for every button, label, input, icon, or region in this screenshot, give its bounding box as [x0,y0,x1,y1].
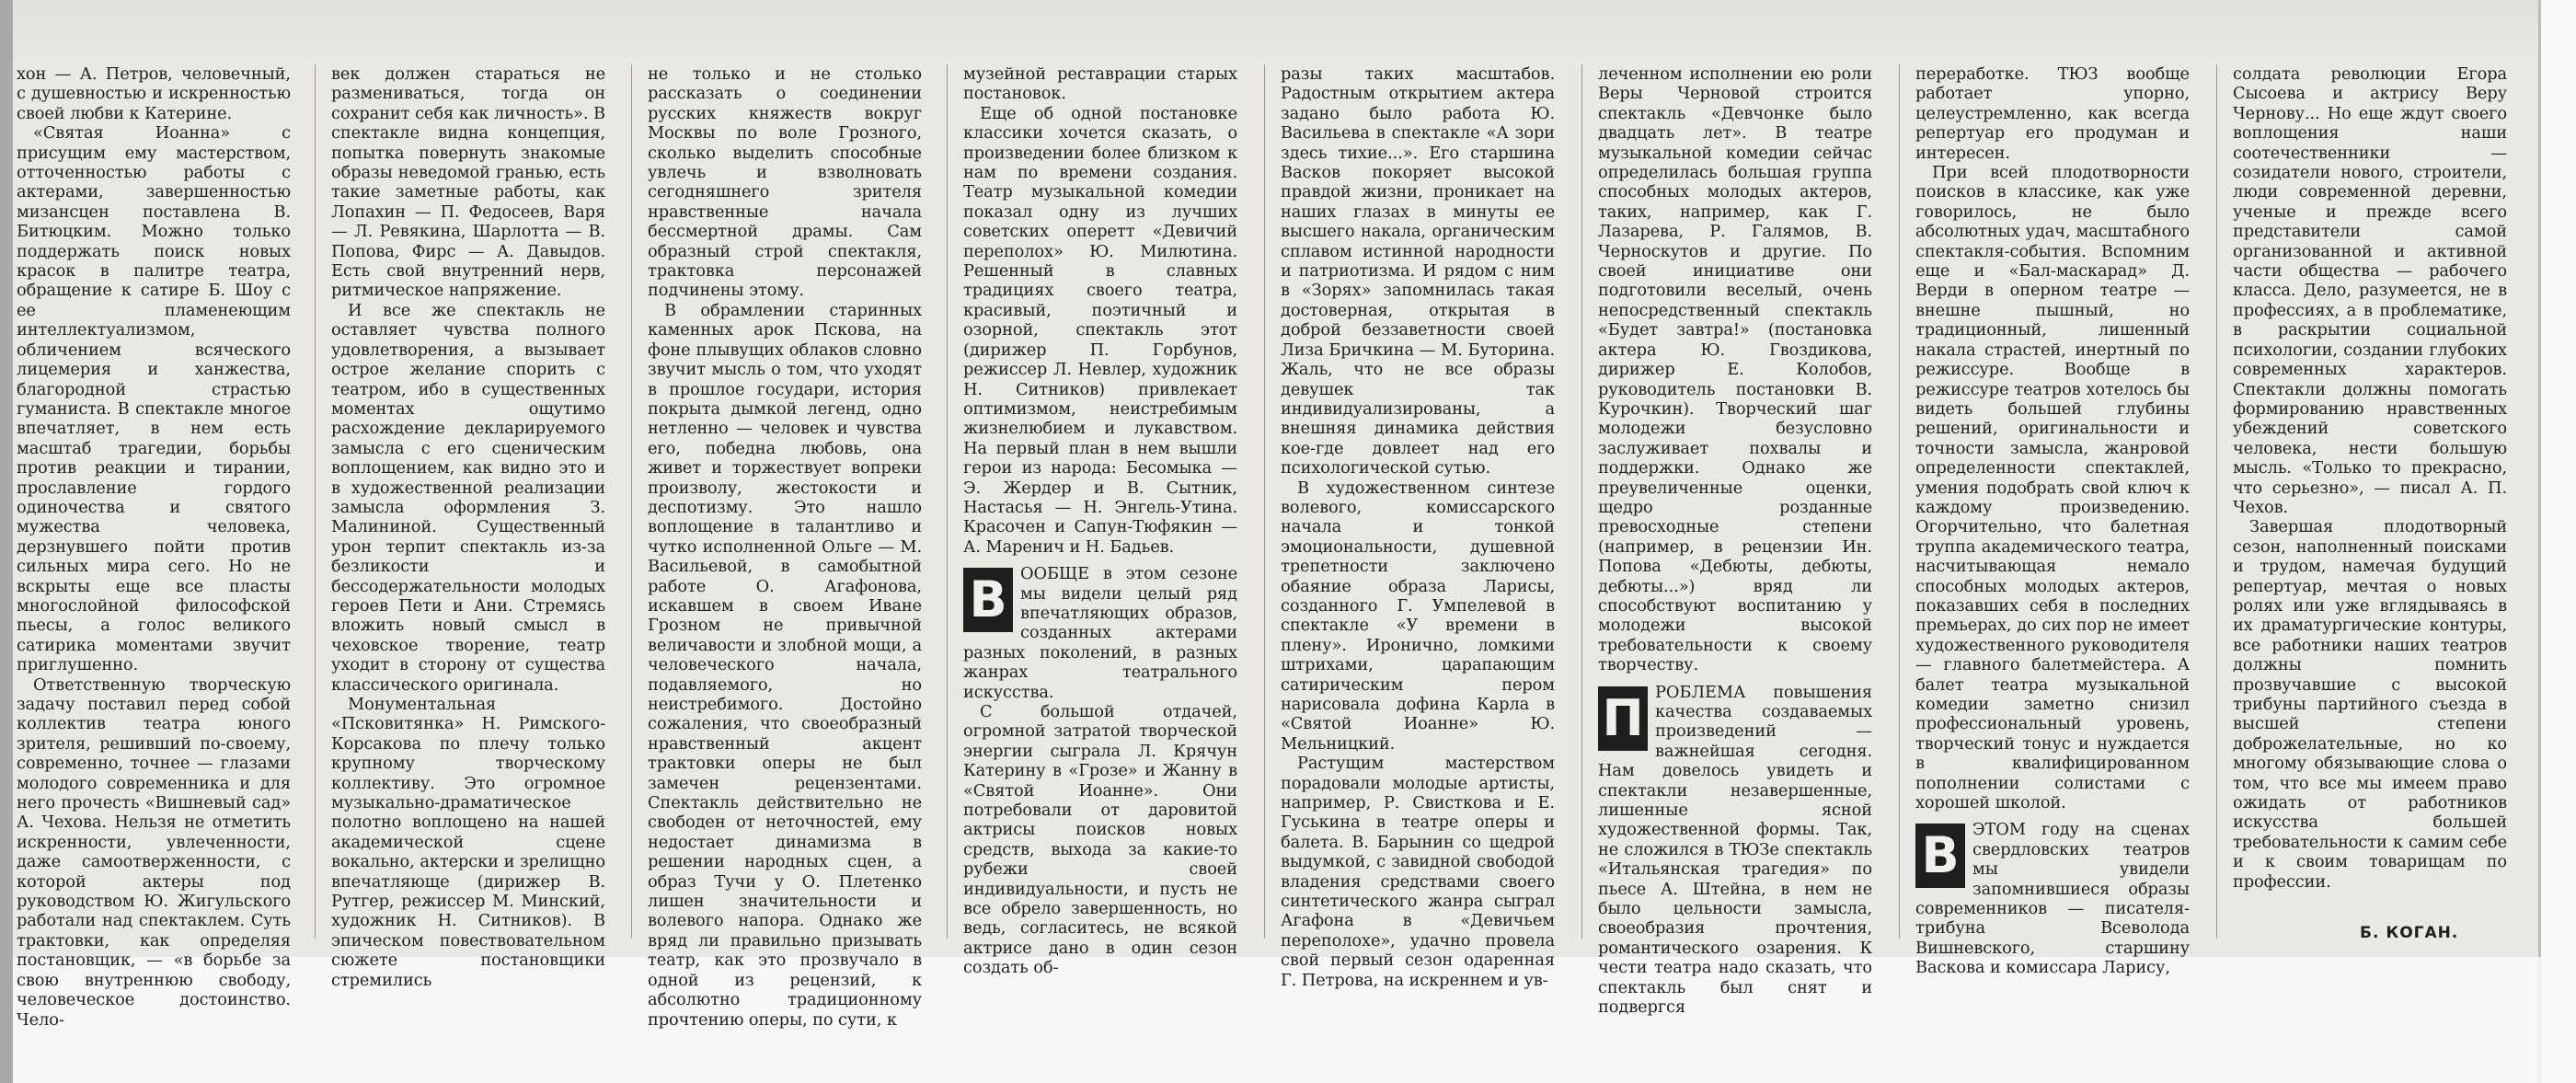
article-column-1 [17,64,291,1030]
article-column-6 [1598,64,1872,1018]
article-column-8 [2233,64,2507,943]
article-paragraph [1281,64,1555,478]
article-column-7 [1915,64,2190,978]
paragraph-text: музейной реставрации старых постановок. [963,64,1237,104]
column-divider [1899,64,1900,939]
column-divider [1264,64,1265,939]
column-divider [947,64,948,939]
drop-cap-letter: В [963,568,1013,632]
article-paragraph [1281,478,1555,755]
article-column-4 [963,64,1237,978]
scan-right-edge [2541,0,2576,1083]
paragraph-text: Монументальная «Псковитянка» Н. Римского-Корсакова по плечу только крупному творческому коллективу. Это огромное музыкально-драматическое полотно воплощено на нашей академической сцене вокально, актерски и зрелищно впечатляюще (дирижер В. Рутгер, режиссер М. Минский, художник Н. Ситников). В эпическом повествовательном сюжете постановщики стремились [331,695,605,990]
paragraph-text: ЭТОМ году на сценах свердловских театров мы увидели запомнившиеся образы современников — писателя-трибуна Всеволода Вишневского, старшину Васкова и комиссара Ларису, [1915,820,2190,978]
article-column-3 [648,64,922,1030]
paragraph-text: солдата революции Егора Сысоева и актрису Веру Чернову... Но еще ждут своего воплощения наши соотечественники — созидатели нового, строители, люди современной деревни, ученые и прежде всего представители самой организованной и активной части общества — рабочего класса. Дело, разумеется, не в профессиях, а в проблематике, в раскрытии социальной психологии, создании глубоких современных характеров. Спектакли должны помогать формированию нравственных убеждений советского человека, нести большую мысль. «Только то прекрасно, что серьезно», — писал А. П. Чехов. [2233,64,2507,517]
column-divider [315,64,316,939]
article-paragraph [2233,64,2507,517]
article-paragraph [17,675,291,1030]
paragraph-text: век должен стараться не размениваться, тогда он сохранит себя как личность». В спектакле видна концепция, попытка повернуть знакомые образы неведомой гранью, есть такие заметные работы, как Лопахин — П. Федосеев, Варя — Л. Ревякина, Шарлотта — В. Попова, Фирс — А. Давыдов. Есть свой внутренний нерв, ритмическое напряжение. [331,64,605,301]
article-paragraph [1915,820,2190,977]
paragraph-text: хон — А. Петров, человечный, с душевностью и искренностью своей любви к Катерине. [17,64,291,123]
article-paragraph [1598,683,1872,1018]
article-paragraph [963,702,1237,978]
clipping-top-shade [13,0,2538,64]
paragraph-text: не только и не столько рассказать о соединении русских княжеств вокруг Москвы по воле Грозного, сколько выделить способные увлечь и взволновать сегодняшнего зрителя нравственные начала бессмертной драмы. Сам образный строй спектакля, трактовка персонажей подчинены этому. [648,64,922,301]
paragraph-text: разы таких масштабов. Радостным открытием актера задано было работа Ю. Васильева в спектакле «А зори здесь тихие...». Его старшина Васков покоряет высокой правдой жизни, проникает на наших глазах в минуты ее высшего накала, органическим сплавом истинной народности и патриотизма. И рядом с ним в «Зорях» запомнилась такая достоверная, открытая в доброй беззаветности своей Лиза Бричкина — М. Буторина. Жаль, что не все образы девушек так индивидуализированы, а внешняя динамика действия кое-где довлеет над его психологической сутью. [1281,64,1555,478]
author-byline: Б. КОГАН. [2360,924,2459,942]
article-paragraph [963,64,1237,104]
paragraph-text: В художественном синтезе волевого, комиссарского начала и тонкой эмоциональности, душевной трепетности заключено обаяние образа Ларисы, созданного Г. Умпелевой в спектакле «У времени в плену». Иронично, ломкими штрихами, царапающим сатирическим пером нарисовала дофина Карла в «Святой Иоанне» Ю. Мельницкий. [1281,478,1555,754]
article-column-5 [1281,64,1555,990]
paragraph-text: Завершая плодотворный сезон, наполненный поисками и трудом, намечая будущий репертуар, мечтая о новых ролях или уже вглядываясь в их драматургические контуры, все работники наших театров должны помнить прозвучавшие с высокой трибуны партийного съезда в высшей степени доброжелательные, но ко многому обязывающие слова о том, что все мы имеем право ожидать от работников искусства большей требовательности к самим себе и к своим товарищам по профессии. [2233,517,2507,892]
column-divider [631,64,632,939]
paragraph-text: ООБЩЕ в этом сезоне мы видели целый ряд впечатляющих образов, созданных актерами разных поколений, в разных жанрах театрального искусства. [963,564,1237,702]
article-paragraph [1281,754,1555,990]
paragraph-text: переработке. ТЮЗ вообще работает упорно, целеустремленно, как всегда репертуар его продуман и интересен. [1915,64,2190,163]
article-paragraph [17,123,291,674]
article-paragraph [2233,517,2507,892]
article-paragraph [1915,64,2190,163]
article-paragraph [963,564,1237,702]
article-paragraph [1598,64,1872,675]
article-paragraph [963,104,1237,557]
article-paragraph [648,64,922,301]
drop-cap-letter: П [1598,686,1648,751]
article-column-2 [331,64,605,990]
paragraph-text: При всей плодотворности поисков в классике, как уже говорилось, не было абсолютных удач, масштабного спектакля-события. Вспомним еще и «Бал-маскарад» Д. Верди в оперном театре — внешне пышный, но традиционный, лишенный накала страстей, инертный по режиссуре. Вообще в режиссуре театров хотелось бы видеть большей глубины решений, оригинальности и точности замысла, жанровой определенности спектаклей, умения подобрать свой ключ к каждому произведению. Огорчительно, что балетная труппа академического театра, насчитывающая немало способных молодых актеров, показавших себя в последних премьерах, до сих пор не имеет художественного руководителя — главного балетмейстера. А балет театра музыкальной комедии заметно снизил профессиональный уровень, творческий тонус и нуждается в квалифицированном пополнении солистами с хорошей школой. [1915,163,2190,813]
paragraph-text: Ответственную творческую задачу поставил перед собой коллектив театра юного зрителя, решивший по-своему, современно, точнее — глазами молодого современника и для него прочесть «Вишневый сад» А. Чехова. Нельзя не отметить искренности, увлеченности, даже самоотверженности, с которой актеры под руководством Ю. Жигульского работали над спектаклем. Суть трактовки, как определяя постановщик, — «в борьбе за свою внутреннюю свободу, человеческое достоинство. Чело- [17,674,291,1030]
column-divider [1581,64,1582,939]
scan-left-edge [0,0,13,1083]
paragraph-text: «Святая Иоанна» с присущим ему мастерством, отточенностью работы с актерами, завершенностью мизансцен поставлена В. Битюцким. Можно только поддержать поиск новых красок в палитре театра, обращение к сатире Б. Шоу с ее пламенеющим интеллектуализмом, обличением всяческого лицемерия и ханжества, благородной страстью гуманиста. В спектакле многое впечатляет, в нем есть масштаб трагедии, борьбы против реакции и тирании, прославление гордого одиночества и святого мужества человека, дерзнувшего пойти против сильных мира сего. Но не вскрыты еще все пласты многослойной философской пьесы, а голос великого сатирика моментами звучит приглушенно. [17,123,291,675]
paragraph-text: В обрамлении старинных каменных арок Пскова, на фоне плывущих облаков словно звучит мысль о том, что уходят в прошлое государи, история покрыта дымкой легенд, одно нетленно — человек и чувства его, победна любовь, она живет и торжествует вопреки произволу, жестокости и деспотизму. Это нашло воплощение в талантливо и чутко исполненной Ольге — М. Васильевой, в самобытной работе О. Агафонова, искавшем в своем Иване Грозном не привычной величавости и злобной мощи, а человеческого начала, подавляемого, но неистребимого. Достойно сожаления, что своеобразный нравственный акцент трактовки оперы не был замечен рецензентами. Спектакль действительно не свободен от неточностей, ему недостает динамизма в решении народных сцен, а образ Тучи у О. Плетенко лишен значительности и волевого напора. Однако же вряд ли правильно призывать театр, как это прозвучало в одной из рецензий, к абсолютно традиционному прочтению оперы, по сути, к [648,300,922,1030]
column-divider [2216,64,2217,939]
paragraph-text: леченном исполнении ею роли Веры Черновой строится спектакль «Девчонке было двадцать лет». В театре музыкальной комедии сейчас определилась большая группа способных молодых актеров, таких, например, как Г. Лазарева, Р. Галямов, В. Черноскутов и другие. По своей инициативе они подготовили веселый, очень непосредственный спектакль «Будет завтра!» (постановка актера Ю. Гвоздикова, дирижер Е. Колобов, руководитель постановки В. Курочкин). Творческий шаг молодежи безусловно заслуживает похвалы и поддержки. Однако же преувеличенные оценки, щедро розданные превосходные степени (например, в рецензии Ин. Попова «Дебюты, дебюты, дебюты...») вряд ли способствуют воспитанию у молодежи высокой требовательности к своему творчеству. [1598,64,1872,675]
paragraph-text: С большой отдачей, огромной затратой творческой энергии сыграла Л. Крячун Катерину в «Грозе» и Жанну в «Святой Иоанне». Они потребовали от даровитой актрисы поисков новых средств, выхода за какие-то рубежи своей индивидуальности, и пусть не все обрело завершенность, но ведь, согласитесь, не всякой актрисе дано в один сезон создать об- [963,702,1237,978]
article-paragraph [648,301,922,1030]
article-paragraph [331,301,605,695]
article-paragraph [331,695,605,990]
article-paragraph [331,64,605,301]
article-paragraph [1915,163,2190,812]
article-paragraph [17,64,291,123]
drop-cap-letter: В [1915,824,1965,888]
paragraph-text: Еще об одной постановке классики хочется сказать, о произведении более близком к нам по времени создания. Театр музыкальной комедии показал одну из лучших советских оперетт «Девичий переполох» Ю. Милютина. Решенный в славных традициях своего театра, красивый, поэтичный и озорной, спектакль этот (дирижер П. Горбунов, режиссер Л. Невлер, художник Н. Ситников) привлекает оптимизмом, неистребимым жизнелюбием и лукавством. На первый план в нем вышли герои из народа: Бесомыка — Э. Жердер и В. Сытник, Настасья — Н. Энгель-Утина. Красочен и Сапун-Тюфякин — А. Маренич и Н. Бадьев. [963,103,1237,557]
paragraph-text: Растущим мастерством порадовали молодые артисты, например, Р. Свисткова и Е. Гуськина в театре оперы и балета. В. Барынин со щедрой выдумкой, с завидной свободой владения средствами своего синтетического жанра сыграл Агафона в «Девичьем переполохе», удачно провела свой первый сезон одаренная Г. Петрова, на искреннем и ув- [1281,754,1555,990]
paragraph-text: И все же спектакль не оставляет чувства полного удовлетворения, а вызывает острое желание спорить с театром, ибо в существенных моментах ощутимо расхождение декларируемого замысла с его сценическим воплощением, как видно это и в художественной реализации замысла оформления З. Малининой. Существенный урон терпит спектакль из-за безликости и бессодержательности молодых героев Пети и Ани. Стремясь вложить новый смысл в чеховское творение, театр уходит в сторону от существа классического оригинала. [331,300,605,695]
paragraph-text: РОБЛЕМА повышения качества создаваемых произведений — важнейшая сегодня. Нам довелось увидеть и спектакли незавершенные, лишенные ясной художественной формы. Так, не сложился в ТЮЗе спектакль «Итальянская трагедия» по пьесе А. Штейна, в нем не было цельности замысла, своеобразия прочтения, романтического озарения. К чести театра надо сказать, что спектакль был снят и подвергся [1598,682,1872,1018]
